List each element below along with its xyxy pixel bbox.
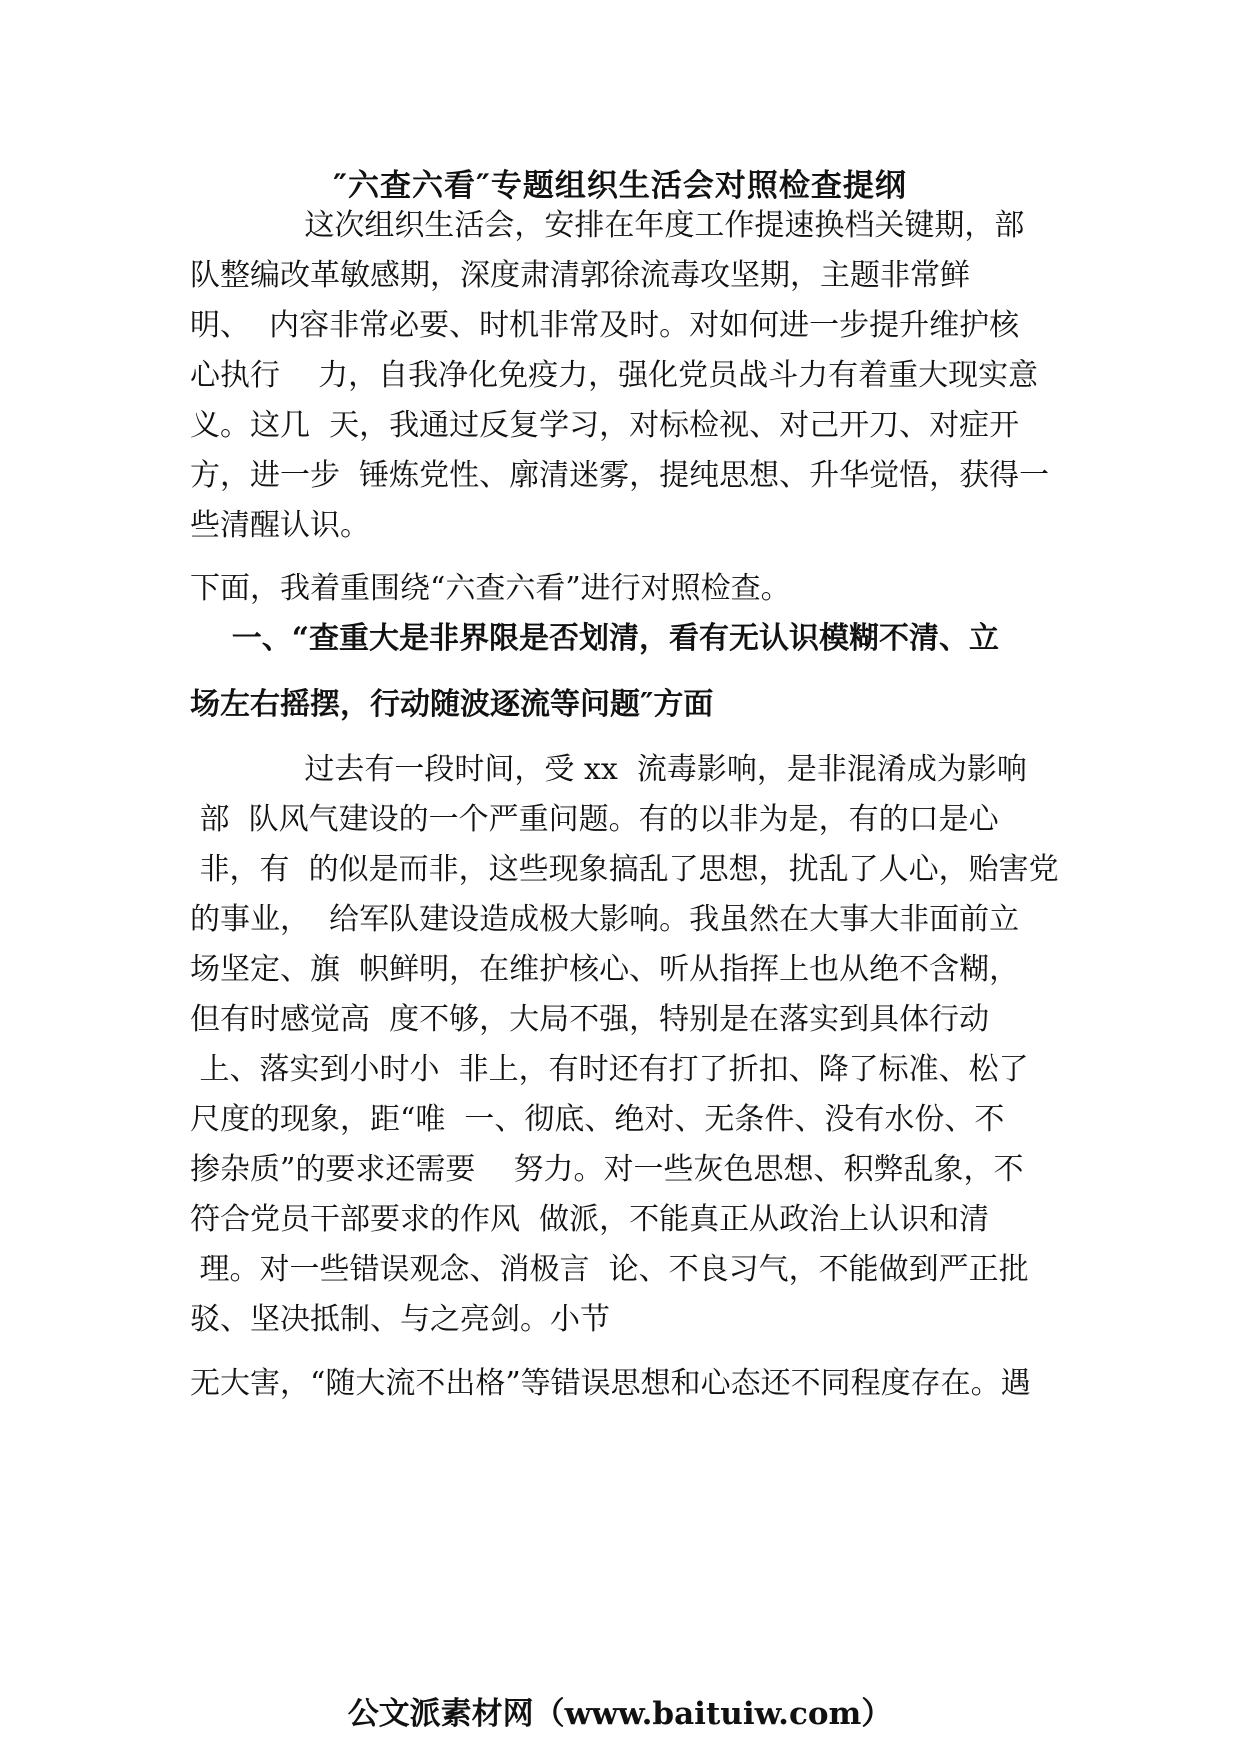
- section-heading: 场左右摇摆，行动随波逐流等问题″方面: [190, 687, 714, 722]
- body-line: 但有时感觉高 度不够，大局不强，特别是在落实到具体行动: [190, 1002, 990, 1037]
- body-line: 的事业， 给军队建设造成极大影响。我虽然在大事大非面前立: [190, 902, 1020, 937]
- body-line: 理。对一些错误观念、消极言 论、不良习气，不能做到严正批: [190, 1252, 1029, 1287]
- body-line: 心执行 力，自我净化免疫力，强化党员战斗力有着重大现实意: [190, 358, 1039, 393]
- body-line: 这次组织生活会，安排在年度工作提速换档关键期，部: [190, 208, 1025, 243]
- body-line: 非，有 的似是而非，这些现象搞乱了思想，扰乱了人心，贻害党: [190, 852, 1059, 887]
- body-line: 符合党员干部要求的作风 做派，不能真正从政治上认识和清: [190, 1202, 990, 1237]
- body-line: 场坚定、旗 帜鲜明，在维护核心、听从指挥上也从绝不含糊，: [190, 952, 1020, 987]
- section-heading: 一、“查重大是非界限是否划清，看有无认识模糊不清、立: [190, 621, 1000, 656]
- body-line: 尺度的现象，距“唯 一、彻底、绝对、无条件、没有水份、不: [190, 1102, 1005, 1137]
- body-line: 明、 内容非常必要、时机非常及时。对如何进一步提升维护核: [190, 308, 1020, 343]
- body-line: 方，进一步 锤炼党性、廓清迷雾，提纯思想、升华觉悟，获得一: [190, 458, 1050, 493]
- body-line: 队整编改革敏感期，深度肃清郭徐流毒攻坚期，主题非常鲜: [190, 258, 970, 293]
- body-line: 驳、坚决抵制、与之亮剑。小节: [190, 1302, 610, 1337]
- body-line: 下面，我着重围绕“六查六看”进行对照检查。: [190, 571, 791, 606]
- body-line: 过去有一段时间，受 xx 流毒影响，是非混淆成为影响: [190, 752, 1027, 787]
- footer-watermark: 公文派素材网（www.baituiw.com）: [347, 1696, 893, 1732]
- body-line: 义。这几 天，我通过反复学习，对标检视、对己开刀、对症开: [190, 408, 1020, 443]
- body-line: 部 队风气建设的一个严重问题。有的以非为是，有的口是心: [190, 802, 999, 837]
- body-line: 上、落实到小时小 非上，有时还有打了折扣、降了标准、松了: [190, 1052, 1029, 1087]
- body-line: 些清醒认识。: [190, 508, 370, 543]
- document-title: ″六查六看″专题组织生活会对照检查提纲: [333, 168, 907, 204]
- body-line: 无大害，“随大流不出格”等错误思想和心态还不同程度存在。遇: [190, 1366, 1031, 1401]
- body-line: 掺杂质”的要求还需要 努力。对一些灰色思想、积弊乱象，不: [190, 1152, 1024, 1187]
